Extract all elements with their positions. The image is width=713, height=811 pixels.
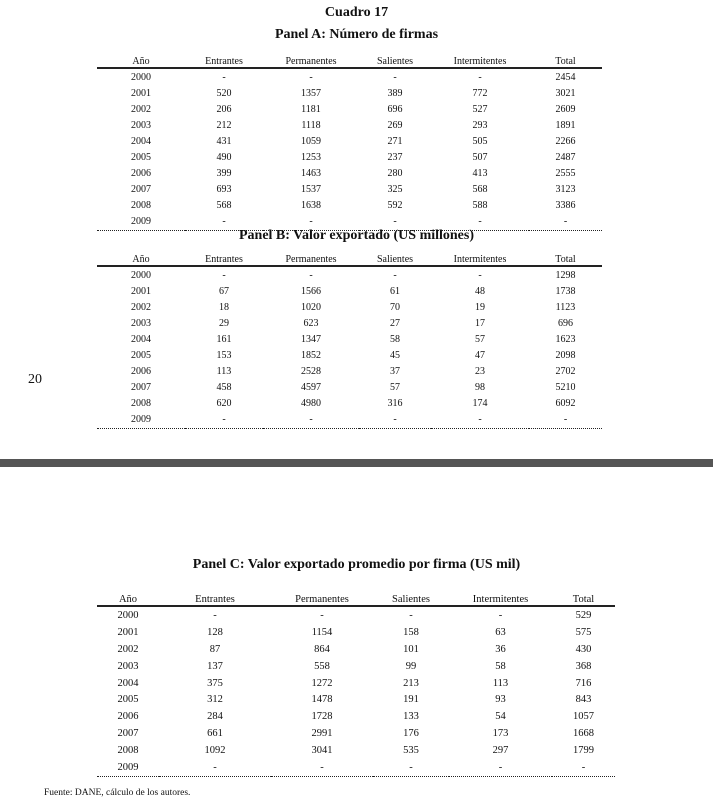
value-cell: 527 — [472, 103, 488, 115]
value-cell: 2609 — [555, 103, 576, 115]
value-cell: 4597 — [301, 382, 321, 394]
value-cell: 45 — [390, 350, 400, 362]
column-header: Año — [97, 52, 185, 68]
value-cell: 237 — [387, 152, 403, 164]
value-cell: 1478 — [311, 694, 333, 706]
value-cell: 661 — [207, 728, 223, 740]
value-cell: 54 — [495, 711, 506, 723]
table-row — [97, 117, 602, 133]
panel-c-title: Panel C: Valor exportado promedio por firma (US mil) — [192, 557, 521, 572]
year-cell: 2005 — [131, 350, 151, 362]
value-cell: 19 — [475, 301, 485, 313]
value-cell: 280 — [387, 168, 403, 180]
value-cell: 87 — [209, 643, 221, 655]
value-cell: 529 — [575, 609, 592, 621]
table-row — [97, 691, 615, 708]
table-row — [97, 606, 615, 624]
value-cell: - — [159, 759, 271, 776]
year-cell: 2000 — [131, 71, 151, 83]
value-cell: - — [529, 214, 602, 231]
year-cell: 2004 — [131, 333, 151, 345]
table-row — [97, 85, 602, 101]
table-row — [97, 396, 602, 412]
value-cell: 29 — [219, 317, 229, 329]
value-cell: - — [449, 759, 552, 776]
value-cell: 458 — [216, 382, 232, 394]
value-cell: 389 — [387, 87, 403, 99]
value-cell: 297 — [492, 745, 509, 757]
value-cell: 1057 — [573, 711, 594, 723]
year-cell: 2006 — [131, 168, 151, 180]
value-cell: 1738 — [555, 285, 576, 297]
year-cell: 2007 — [131, 184, 151, 196]
value-cell: 212 — [216, 119, 232, 131]
value-cell: 23 — [475, 366, 485, 378]
value-cell: 368 — [575, 660, 592, 672]
panel-a-table — [97, 52, 602, 231]
year-cell: 2004 — [117, 677, 139, 689]
table-row — [97, 380, 602, 396]
value-cell: 1852 — [301, 350, 321, 362]
table-row — [97, 299, 602, 315]
value-cell: 2555 — [555, 168, 576, 180]
value-cell: 558 — [314, 660, 330, 672]
value-cell: 113 — [492, 677, 509, 689]
panel-c-table — [97, 589, 615, 777]
header-row — [97, 52, 602, 68]
value-cell: 63 — [495, 626, 506, 638]
page-number: 20 — [28, 372, 42, 387]
year-cell: 2008 — [117, 745, 139, 757]
value-cell: 17 — [475, 317, 485, 329]
year-cell: 2009 — [97, 759, 159, 776]
table-row — [97, 101, 602, 117]
value-cell: 153 — [216, 350, 232, 362]
table-row — [97, 347, 602, 363]
table-row — [97, 68, 602, 85]
value-cell: 2702 — [555, 366, 576, 378]
column-header: Entrantes — [185, 250, 263, 266]
year-cell: 2002 — [117, 643, 139, 655]
value-cell: 1272 — [311, 677, 333, 689]
value-cell: 158 — [403, 626, 419, 638]
value-cell: 1154 — [311, 626, 333, 638]
value-cell: 588 — [472, 200, 488, 212]
value-cell: 271 — [387, 135, 403, 147]
source-note: Fuente: DANE, cálculo de los autores. — [44, 788, 191, 798]
value-cell: 620 — [216, 398, 232, 410]
value-cell: - — [309, 71, 313, 83]
year-cell: 2009 — [97, 214, 185, 231]
column-header: Año — [97, 250, 185, 266]
table-row — [97, 331, 602, 347]
value-cell: 128 — [207, 626, 223, 638]
value-cell: 623 — [303, 317, 319, 329]
year-cell: 2009 — [97, 412, 185, 429]
value-cell: - — [271, 759, 373, 776]
value-cell: 2454 — [555, 71, 576, 83]
column-header: Permanentes — [263, 52, 359, 68]
column-header: Intermitentes — [449, 589, 552, 606]
value-cell: - — [263, 412, 359, 429]
value-cell: 27 — [390, 317, 400, 329]
value-cell: 1092 — [204, 745, 226, 757]
column-header: Salientes — [359, 250, 431, 266]
column-header: Año — [97, 589, 159, 606]
panel-a-title: Panel A: Número de firmas — [274, 27, 439, 42]
table-row — [97, 658, 615, 675]
value-cell: 375 — [207, 677, 223, 689]
year-cell: 2005 — [131, 152, 151, 164]
year-cell: 2003 — [131, 119, 151, 131]
value-cell: 568 — [472, 184, 488, 196]
table-row — [97, 759, 615, 776]
value-cell: 2487 — [555, 152, 576, 164]
value-cell: - — [185, 412, 263, 429]
year-cell: 2008 — [131, 398, 151, 410]
value-cell: 1181 — [301, 103, 321, 115]
value-cell: - — [431, 214, 529, 231]
value-cell: 174 — [472, 398, 488, 410]
panel-b-table — [97, 250, 602, 429]
value-cell: 5210 — [555, 382, 576, 394]
value-cell: 1118 — [301, 119, 321, 131]
year-cell: 2001 — [117, 626, 139, 638]
value-cell: 58 — [390, 333, 400, 345]
value-cell: 3021 — [555, 87, 576, 99]
table-row — [97, 675, 615, 692]
column-header: Entrantes — [159, 589, 271, 606]
value-cell: 101 — [403, 643, 419, 655]
table-row — [97, 149, 602, 165]
document-title: Cuadro 17 — [324, 5, 389, 20]
value-cell: 57 — [390, 382, 400, 394]
value-cell: 696 — [558, 317, 573, 329]
year-cell: 2005 — [117, 694, 139, 706]
value-cell: 284 — [207, 711, 223, 723]
value-cell: 99 — [405, 660, 417, 672]
value-cell: 1638 — [301, 200, 321, 212]
year-cell: 2006 — [117, 711, 139, 723]
value-cell: - — [498, 609, 503, 621]
value-cell: 2266 — [555, 135, 576, 147]
column-header: Salientes — [359, 52, 431, 68]
value-cell: 1298 — [555, 269, 576, 281]
value-cell: 1357 — [301, 87, 321, 99]
value-cell: 293 — [472, 119, 488, 131]
value-cell: 1347 — [301, 333, 321, 345]
value-cell: 430 — [575, 643, 592, 655]
value-cell: 98 — [475, 382, 485, 394]
page-divider — [0, 459, 713, 467]
value-cell: 864 — [314, 643, 330, 655]
value-cell: - — [263, 214, 359, 231]
column-header: Permanentes — [271, 589, 373, 606]
table-row — [97, 624, 615, 641]
table-row — [97, 742, 615, 759]
value-cell: 3123 — [555, 184, 576, 196]
value-cell: 312 — [207, 694, 223, 706]
year-cell: 2001 — [131, 87, 151, 99]
value-cell: 843 — [575, 694, 592, 706]
value-cell: 693 — [216, 184, 232, 196]
table-row — [97, 283, 602, 299]
value-cell: 1566 — [301, 285, 321, 297]
value-cell: 113 — [216, 366, 232, 378]
value-cell: 133 — [403, 711, 419, 723]
value-cell: 1891 — [555, 119, 576, 131]
value-cell: 269 — [387, 119, 403, 131]
value-cell: 4980 — [301, 398, 321, 410]
value-cell: 520 — [216, 87, 232, 99]
value-cell: - — [529, 412, 602, 429]
value-cell: 36 — [495, 643, 506, 655]
header-row — [97, 250, 602, 266]
value-cell: 696 — [387, 103, 403, 115]
panel-b-title: Panel B: Valor exportado (US millones) — [238, 228, 475, 243]
value-cell: - — [222, 71, 226, 83]
value-cell: 1799 — [573, 745, 594, 757]
value-cell: - — [185, 214, 263, 231]
value-cell: 1463 — [301, 168, 321, 180]
value-cell: - — [552, 759, 615, 776]
year-cell: 2007 — [117, 728, 139, 740]
value-cell: 137 — [207, 660, 223, 672]
value-cell: 2528 — [301, 366, 321, 378]
value-cell: 575 — [575, 626, 592, 638]
value-cell: 716 — [575, 677, 592, 689]
value-cell: 592 — [387, 200, 403, 212]
value-cell: - — [393, 269, 397, 281]
value-cell: 70 — [390, 301, 400, 313]
value-cell: 1123 — [555, 301, 576, 313]
column-header: Entrantes — [185, 52, 263, 68]
value-cell: 3386 — [555, 200, 576, 212]
value-cell: 1668 — [573, 728, 594, 740]
value-cell: 47 — [475, 350, 485, 362]
year-cell: 2006 — [131, 366, 151, 378]
value-cell: 93 — [495, 694, 506, 706]
year-cell: 2003 — [131, 317, 151, 329]
value-cell: 2991 — [311, 728, 333, 740]
value-cell: 58 — [495, 660, 506, 672]
value-cell: 431 — [216, 135, 232, 147]
value-cell: 6092 — [555, 398, 576, 410]
value-cell: 1020 — [301, 301, 321, 313]
column-header: Intermitentes — [431, 52, 529, 68]
year-cell: 2002 — [131, 301, 151, 313]
value-cell: 191 — [403, 694, 419, 706]
value-cell: 507 — [472, 152, 488, 164]
year-cell: 2001 — [131, 285, 151, 297]
value-cell: 1059 — [301, 135, 321, 147]
table-row — [97, 412, 602, 429]
value-cell: 1728 — [311, 711, 333, 723]
column-header: Intermitentes — [431, 250, 529, 266]
column-header: Total — [529, 250, 602, 266]
value-cell: 2098 — [555, 350, 576, 362]
year-cell: 2002 — [131, 103, 151, 115]
header-row — [97, 589, 615, 606]
value-cell: - — [478, 71, 482, 83]
value-cell: 505 — [472, 135, 488, 147]
year-cell: 2000 — [117, 609, 139, 621]
table-row — [97, 364, 602, 380]
value-cell: - — [373, 759, 449, 776]
value-cell: 37 — [390, 366, 400, 378]
value-cell: - — [393, 71, 397, 83]
value-cell: 213 — [403, 677, 419, 689]
value-cell: 67 — [219, 285, 229, 297]
value-cell: 61 — [390, 285, 400, 297]
value-cell: 399 — [216, 168, 232, 180]
value-cell: - — [359, 412, 431, 429]
column-header: Total — [529, 52, 602, 68]
value-cell: 48 — [475, 285, 485, 297]
year-cell: 2008 — [131, 200, 151, 212]
value-cell: - — [359, 214, 431, 231]
year-cell: 2007 — [131, 382, 151, 394]
value-cell: 3041 — [311, 745, 333, 757]
year-cell: 2003 — [117, 660, 139, 672]
table-row — [97, 708, 615, 725]
table-row — [97, 182, 602, 198]
value-cell: 57 — [475, 333, 485, 345]
value-cell: 490 — [216, 152, 232, 164]
value-cell: 535 — [403, 745, 419, 757]
table-row — [97, 315, 602, 331]
column-header: Salientes — [373, 589, 449, 606]
table-row — [97, 166, 602, 182]
value-cell: 176 — [403, 728, 419, 740]
table-row — [97, 266, 602, 283]
value-cell: - — [320, 609, 324, 621]
value-cell: - — [213, 609, 217, 621]
value-cell: - — [309, 269, 313, 281]
value-cell: - — [431, 412, 529, 429]
value-cell: 568 — [216, 200, 232, 212]
value-cell: 173 — [492, 728, 509, 740]
value-cell: 1623 — [555, 333, 576, 345]
value-cell: 1537 — [301, 184, 321, 196]
column-header: Total — [552, 589, 615, 606]
value-cell: - — [478, 269, 482, 281]
table-row — [97, 725, 615, 742]
value-cell: 325 — [387, 184, 403, 196]
value-cell: 413 — [472, 168, 488, 180]
column-header: Permanentes — [263, 250, 359, 266]
value-cell: 772 — [472, 87, 488, 99]
value-cell: 18 — [219, 301, 229, 313]
value-cell: 206 — [216, 103, 232, 115]
value-cell: 161 — [216, 333, 232, 345]
table-row — [97, 133, 602, 149]
value-cell: 1253 — [301, 152, 321, 164]
table-row — [97, 198, 602, 214]
value-cell: 316 — [387, 398, 403, 410]
value-cell: - — [222, 269, 226, 281]
table-row — [97, 641, 615, 658]
year-cell: 2004 — [131, 135, 151, 147]
value-cell: - — [409, 609, 413, 621]
year-cell: 2000 — [131, 269, 151, 281]
